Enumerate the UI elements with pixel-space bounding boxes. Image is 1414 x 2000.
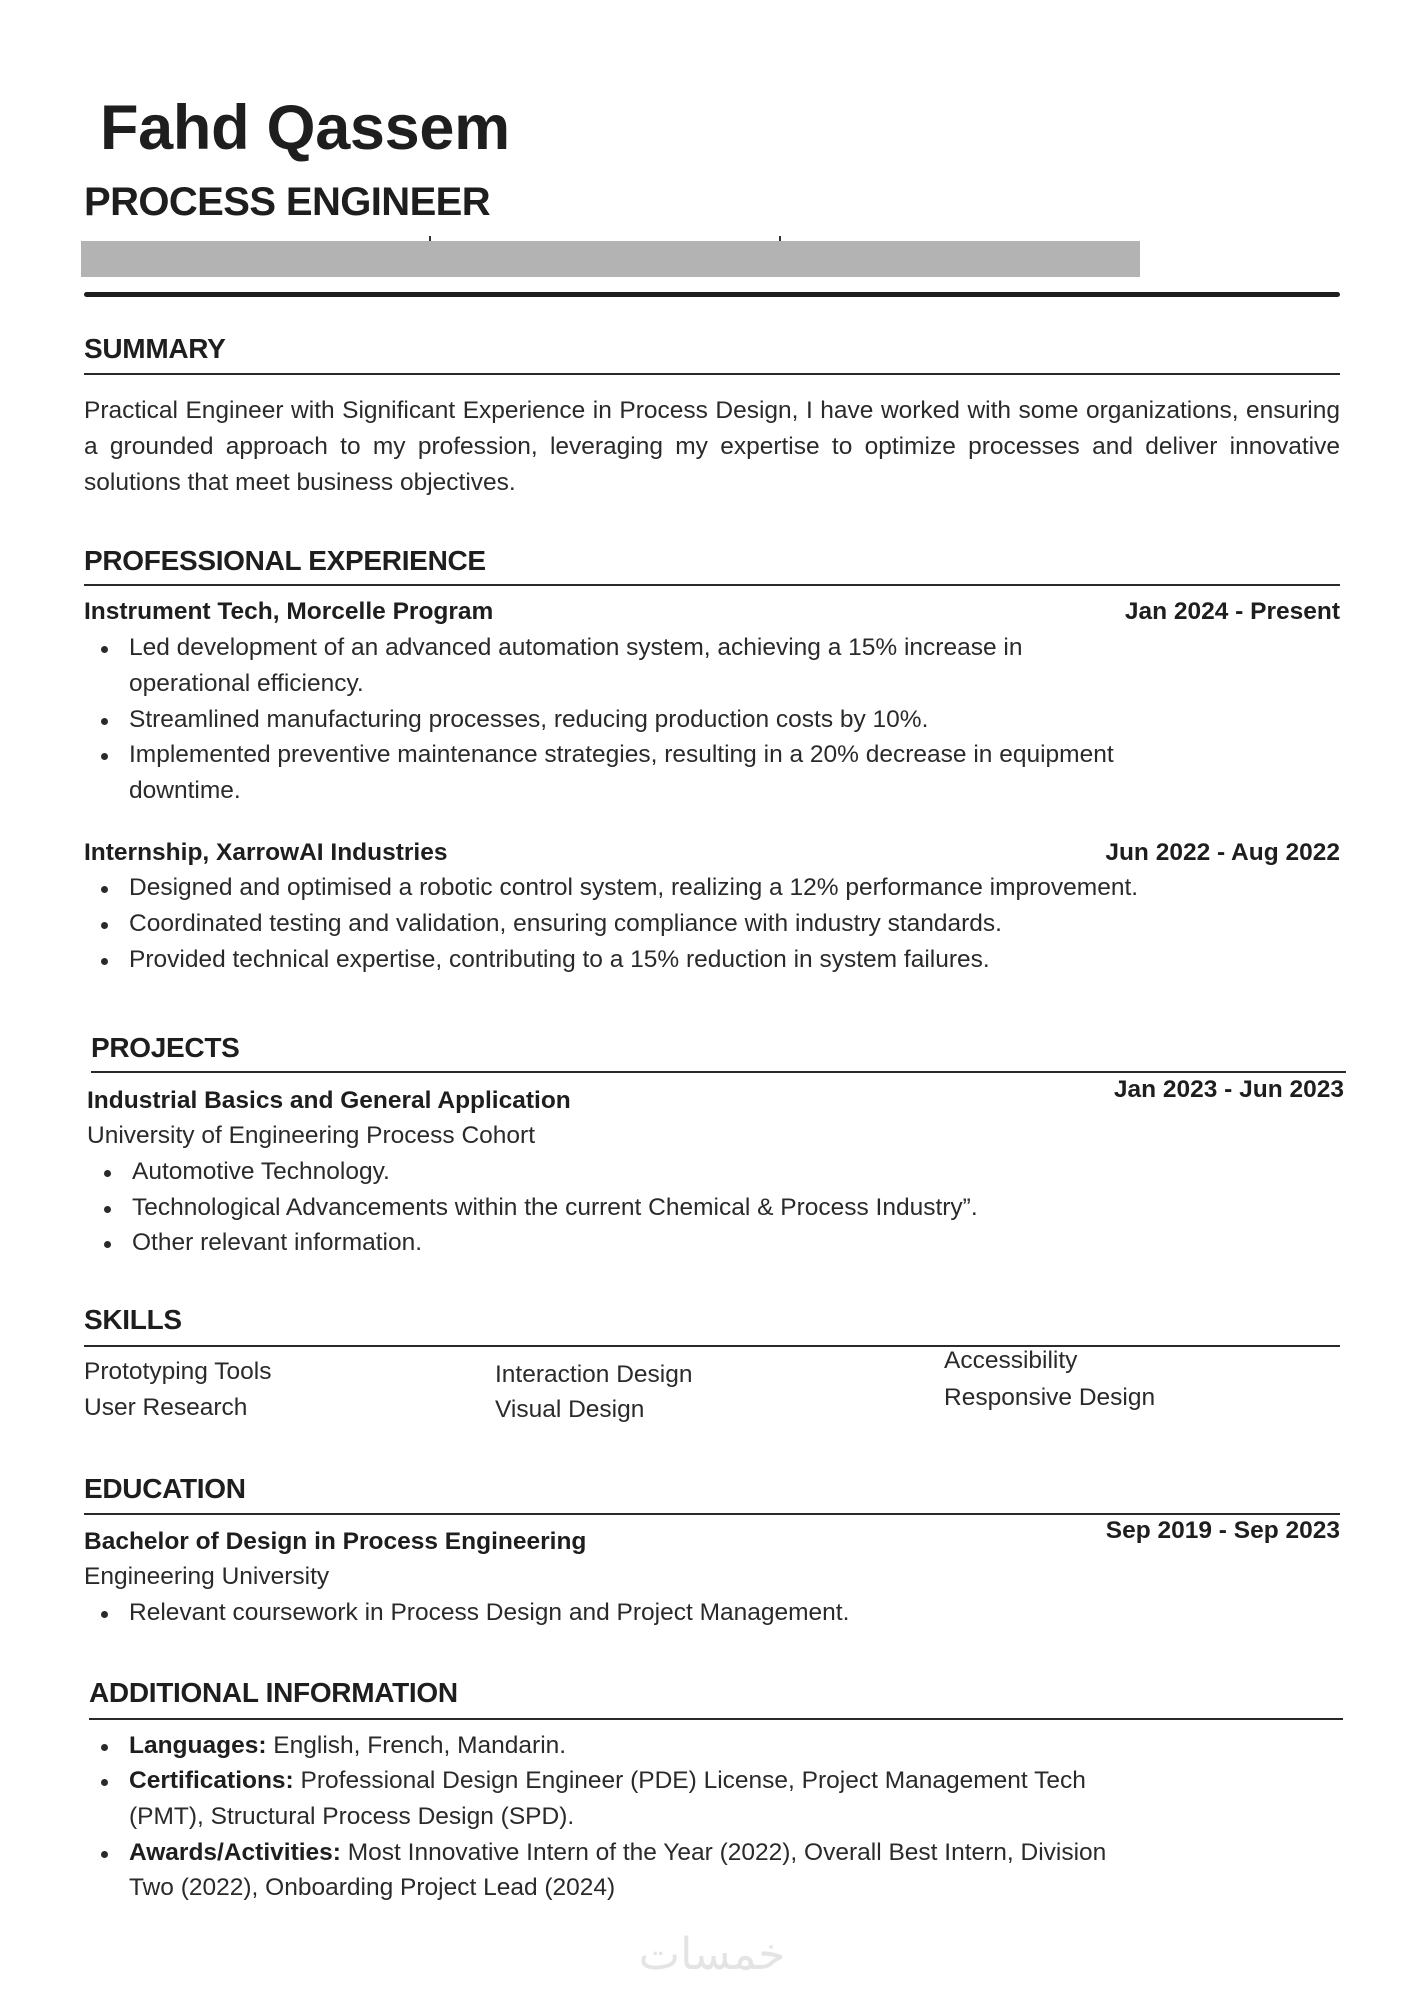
section-rule (84, 373, 1340, 375)
header-divider (84, 292, 1340, 297)
job-bullet-continuation: operational efficiency. (129, 670, 364, 697)
job-bullet: Streamlined manufacturing processes, reducing production costs by 10%. (129, 706, 929, 733)
additional-label: Awards/Activities: (129, 1839, 341, 1866)
degree: Bachelor of Design in Process Engineering (84, 1528, 587, 1555)
section-title-summary: SUMMARY (84, 333, 226, 364)
education-bullet: Relevant coursework in Process Design and Project Management. (129, 1599, 850, 1626)
skill-item: User Research (84, 1394, 248, 1421)
additional-item-certifications (129, 1767, 1086, 1795)
job-bullet: Coordinated testing and validation, ensuring compliance with industry standards. (129, 910, 1002, 937)
project-org: University of Engineering Process Cohort (87, 1122, 536, 1149)
section-title-additional: ADDITIONAL INFORMATION (89, 1677, 458, 1708)
summary-text: Practical Engineer with Significant Experience in Process Design, I have worked with some organizations, ensuring a grounded approach to my profession, leveraging my expertise to optimize processes and deliver innovative solutions that meet business objectives. (84, 397, 1340, 496)
additional-label: Certifications: (129, 1767, 294, 1794)
skill-item: Prototyping Tools (84, 1358, 272, 1385)
bullet-icon (101, 718, 108, 725)
bullet-icon (101, 958, 108, 965)
skill-item: Interaction Design (495, 1361, 693, 1388)
job-role: Instrument Tech, Morcelle Program (84, 598, 494, 625)
additional-item-languages (129, 1732, 566, 1760)
section-rule (84, 584, 1340, 586)
job-role: Internship, XarrowAI Industries (84, 839, 448, 866)
section-rule (84, 1513, 1340, 1515)
job-dates: Jun 2022 - Aug 2022 (1105, 839, 1340, 866)
bullet-icon (101, 646, 108, 653)
job-bullet: Led development of an advanced automation system, achieving a 15% increase in (129, 634, 1023, 661)
bullet-icon (101, 1779, 108, 1786)
section-rule (84, 1345, 1340, 1347)
bullet-icon (101, 886, 108, 893)
additional-value-continuation: Two (2022), Onboarding Project Lead (2024) (129, 1874, 616, 1901)
additional-label: Languages: (129, 1732, 267, 1759)
project-bullet: Automotive Technology. (132, 1158, 390, 1185)
education-dates: Sep 2019 - Sep 2023 (1105, 1517, 1340, 1544)
project-bullet: Other relevant information. (132, 1229, 423, 1256)
khamsat-watermark: خمسات (638, 1929, 786, 1980)
job-bullet-continuation: downtime. (129, 777, 241, 804)
bullet-icon (104, 1206, 111, 1213)
bullet-icon (101, 753, 108, 760)
bullet-icon (101, 922, 108, 929)
additional-value-continuation: (PMT), Structural Process Design (SPD). (129, 1803, 575, 1830)
project-bullet: Technological Advancements within the current Chemical & Process Industry”. (132, 1194, 978, 1221)
additional-value: English, French, Mandarin. (266, 1732, 567, 1759)
job-bullet: Implemented preventive maintenance strategies, resulting in a 20% decrease in equipment (129, 741, 1114, 768)
bullet-icon (101, 1851, 108, 1858)
section-rule (89, 1718, 1343, 1720)
job-bullet: Provided technical expertise, contributing to a 15% reduction in system failures. (129, 946, 990, 973)
job-dates: Jan 2024 - Present (1124, 598, 1340, 625)
additional-item-awards (129, 1839, 1106, 1867)
bullet-icon (104, 1170, 111, 1177)
section-title-skills: SKILLS (84, 1304, 182, 1335)
project-dates: Jan 2023 - Jun 2023 (1113, 1076, 1344, 1103)
project-name: Industrial Basics and General Application (87, 1087, 571, 1114)
redacted-contact-bar (81, 241, 1140, 277)
section-title-education: EDUCATION (84, 1473, 246, 1504)
bullet-icon (101, 1744, 108, 1751)
additional-value: Professional Design Engineer (PDE) License, Project Management Tech (293, 1767, 1086, 1794)
additional-value: Most Innovative Intern of the Year (2022), Overall Best Intern, Division (340, 1839, 1107, 1866)
bullet-icon (101, 1611, 108, 1618)
bullet-icon (104, 1241, 111, 1248)
skill-item: Responsive Design (944, 1384, 1156, 1411)
job-title: PROCESS ENGINEER (84, 180, 491, 224)
skill-item: Accessibility (944, 1347, 1078, 1374)
section-rule (91, 1071, 1346, 1073)
candidate-name: Fahd Qassem (100, 93, 510, 163)
section-title-experience: PROFESSIONAL EXPERIENCE (84, 545, 486, 576)
job-bullet: Designed and optimised a robotic control system, realizing a 12% performance improvement. (129, 874, 1139, 901)
school: Engineering University (84, 1563, 330, 1590)
skill-item: Visual Design (495, 1396, 645, 1423)
section-title-projects: PROJECTS (91, 1032, 240, 1063)
